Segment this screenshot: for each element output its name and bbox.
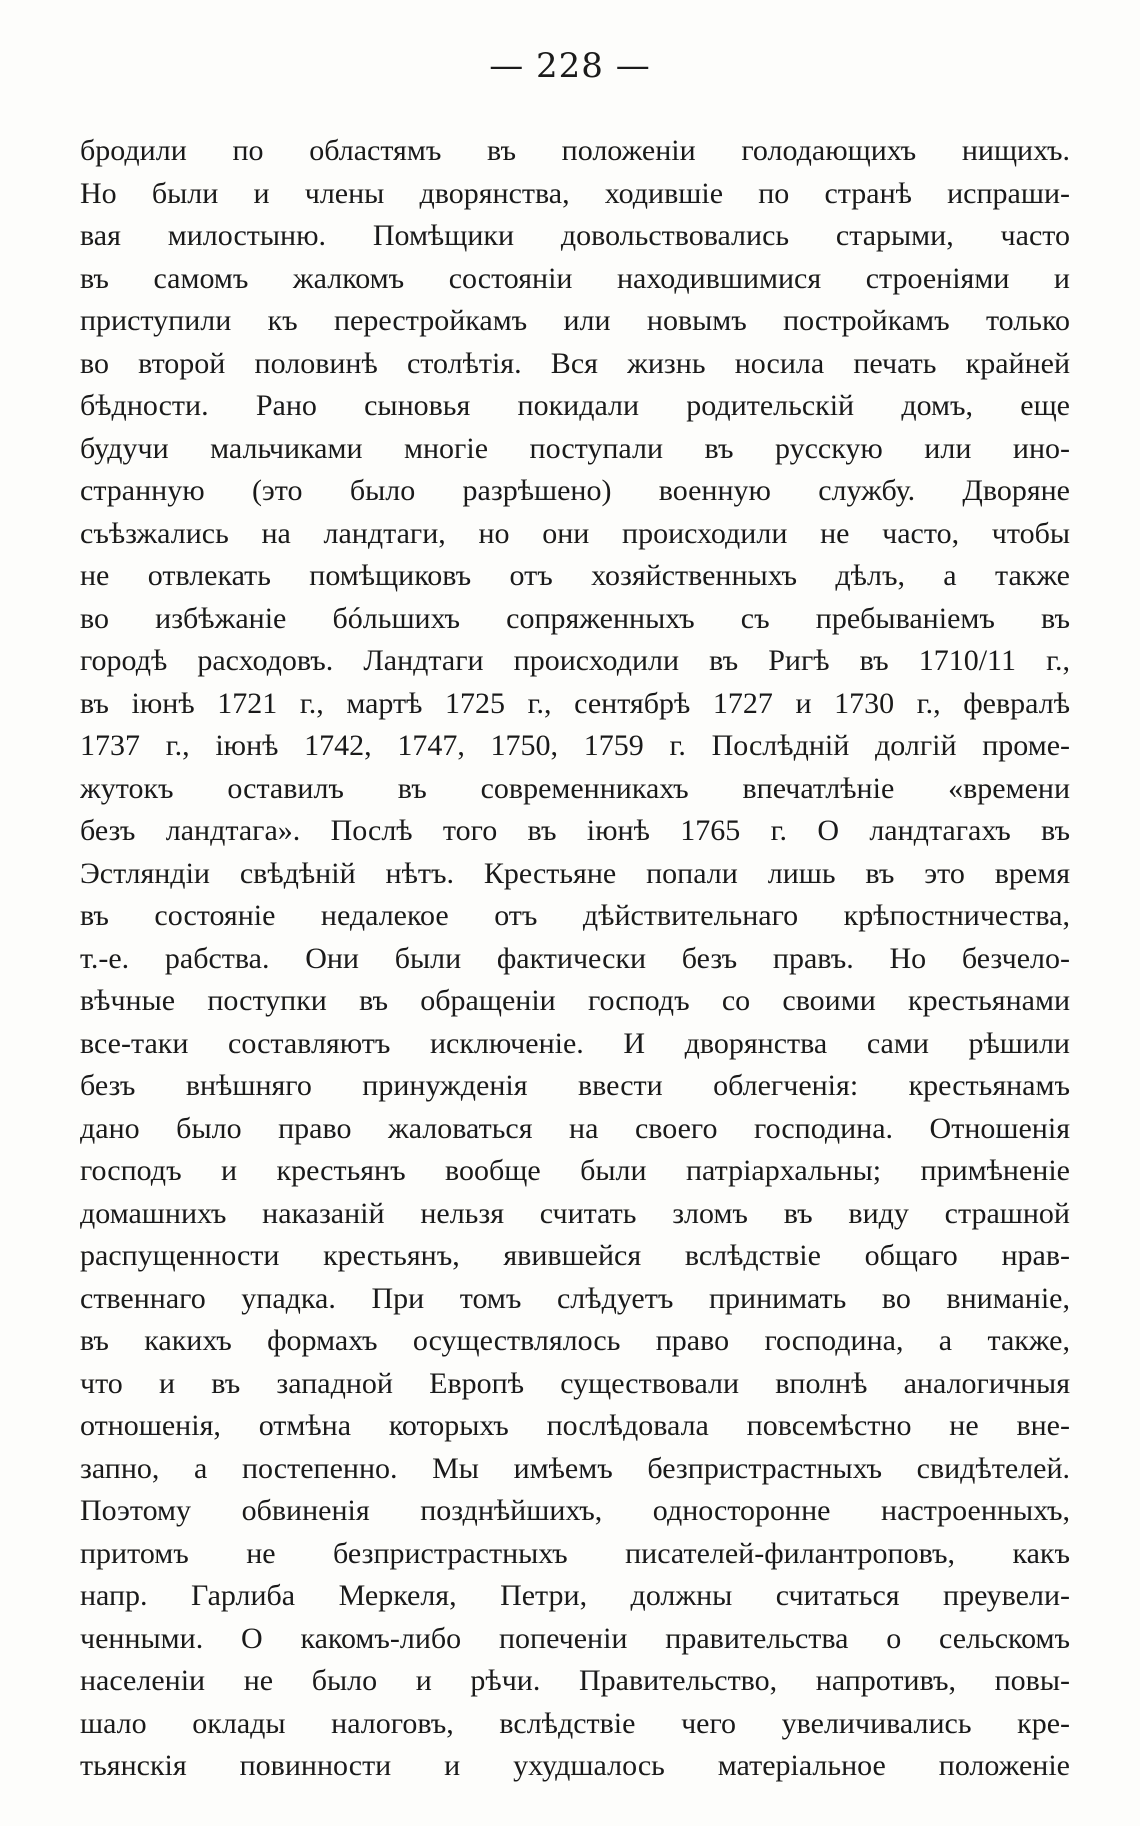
- text-line: будучи мальчиками многіе поступали въ русскую или ино-: [80, 431, 1070, 465]
- text-line: безъ внѣшняго принужденія ввести облегченія: крестьянамъ: [80, 1069, 1070, 1102]
- text-line: тьянскія повинности и ухудшалось матеріальное положеніе: [80, 1749, 1070, 1782]
- text-line: бѣдности. Рано сыновья покидали родительскій домъ, еще: [80, 389, 1070, 422]
- text-line: странную (это было разрѣшено) военную службу. Дворяне: [80, 474, 1070, 507]
- text-line: городѣ расходовъ. Ландтаги происходили въ Ригѣ въ 1710/11 г.,: [80, 644, 1070, 677]
- text-line: ченными. О какомъ-либо попеченіи правительства о сельскомъ: [80, 1621, 1070, 1655]
- text-line: не отвлекать помѣщиковъ отъ хозяйственныхъ дѣлъ, а также: [80, 559, 1070, 592]
- text-line: приступили къ перестройкамъ или новымъ постройкамъ только: [80, 304, 1070, 337]
- text-line: Эстляндіи свѣдѣній нѣтъ. Крестьяне попали лишь въ это время: [80, 856, 1070, 890]
- text-line: ственнаго упадка. При томъ слѣдуетъ принимать во вниманіе,: [80, 1281, 1070, 1315]
- text-line: вая милостыню. Помѣщики довольствовались старыми, часто: [80, 219, 1070, 252]
- text-line: дано было право жаловаться на своего господина. Отношенія: [80, 1111, 1070, 1145]
- text-line: въ какихъ формахъ осуществлялось право господина, а также,: [80, 1324, 1070, 1357]
- text-line: Но были и члены дворянства, ходившіе по странѣ испраши-: [80, 176, 1070, 210]
- text-line: населеніи не было и рѣчи. Правительство, напротивъ, повы-: [80, 1664, 1070, 1697]
- text-line: распущенности крестьянъ, явившейся вслѣдствіе общаго нрав-: [80, 1239, 1070, 1272]
- text-line: все-таки составляютъ исключеніе. И дворянства сами рѣшили: [80, 1026, 1070, 1060]
- text-line: отношенія, отмѣна которыхъ послѣдовала повсемѣстно не вне-: [80, 1409, 1070, 1442]
- text-line: Поэтому обвиненія позднѣйшихъ, односторонне настроенныхъ,: [80, 1494, 1070, 1527]
- text-line: съѣзжались на ландтаги, но они происходили не часто, чтобы: [80, 516, 1070, 550]
- text-line: напр. Гарлиба Меркеля, Петри, должны считаться преувели-: [80, 1579, 1070, 1612]
- text-line: безъ ландтага». Послѣ того въ іюнѣ 1765 г. О ландтагахъ въ: [80, 814, 1070, 847]
- text-line: притомъ не безпристрастныхъ писателей-филантроповъ, какъ: [80, 1536, 1070, 1570]
- body-text: [80, 130, 1070, 1788]
- text-line: господъ и крестьянъ вообще были патріархальны; примѣненіе: [80, 1154, 1070, 1187]
- text-line: т.-е. рабства. Они были фактически безъ правъ. Но безчело-: [80, 941, 1070, 975]
- text-line: въ состояніе недалекое отъ дѣйствительнаго крѣпостничества,: [80, 899, 1070, 932]
- text-line: запно, а постепенно. Мы имѣемъ безпристрастныхъ свидѣтелей.: [80, 1451, 1070, 1485]
- text-line: во второй половинѣ столѣтія. Вся жизнь носила печать крайней: [80, 346, 1070, 380]
- text-line: бродили по областямъ въ положеніи голодающихъ нищихъ.: [80, 134, 1070, 167]
- text-line: въ самомъ жалкомъ состояніи находившимися строеніями и: [80, 261, 1070, 295]
- text-line: во избѣжаніе бóльшихъ сопряженныхъ съ пребываніемъ въ: [80, 601, 1070, 635]
- text-line: вѣчные поступки въ обращеніи господъ со своими крестьянами: [80, 984, 1070, 1017]
- page-number: — 228 —: [489, 46, 651, 86]
- text-line: шало оклады налоговъ, вслѣдствіе чего увеличивались кре-: [80, 1706, 1070, 1740]
- text-line: что и въ западной Европѣ существовали вполнѣ аналогичныя: [80, 1366, 1070, 1400]
- text-line: домашнихъ наказаній нельзя считать зломъ въ виду страшной: [80, 1196, 1070, 1230]
- text-line: 1737 г., іюнѣ 1742, 1747, 1750, 1759 г. Послѣдній долгій проме-: [80, 729, 1070, 762]
- text-line: въ іюнѣ 1721 г., мартѣ 1725 г., сентябрѣ 1727 и 1730 г., февралѣ: [80, 686, 1070, 720]
- text-line: жутокъ оставилъ въ современникахъ впечатлѣніе «времени: [80, 771, 1070, 805]
